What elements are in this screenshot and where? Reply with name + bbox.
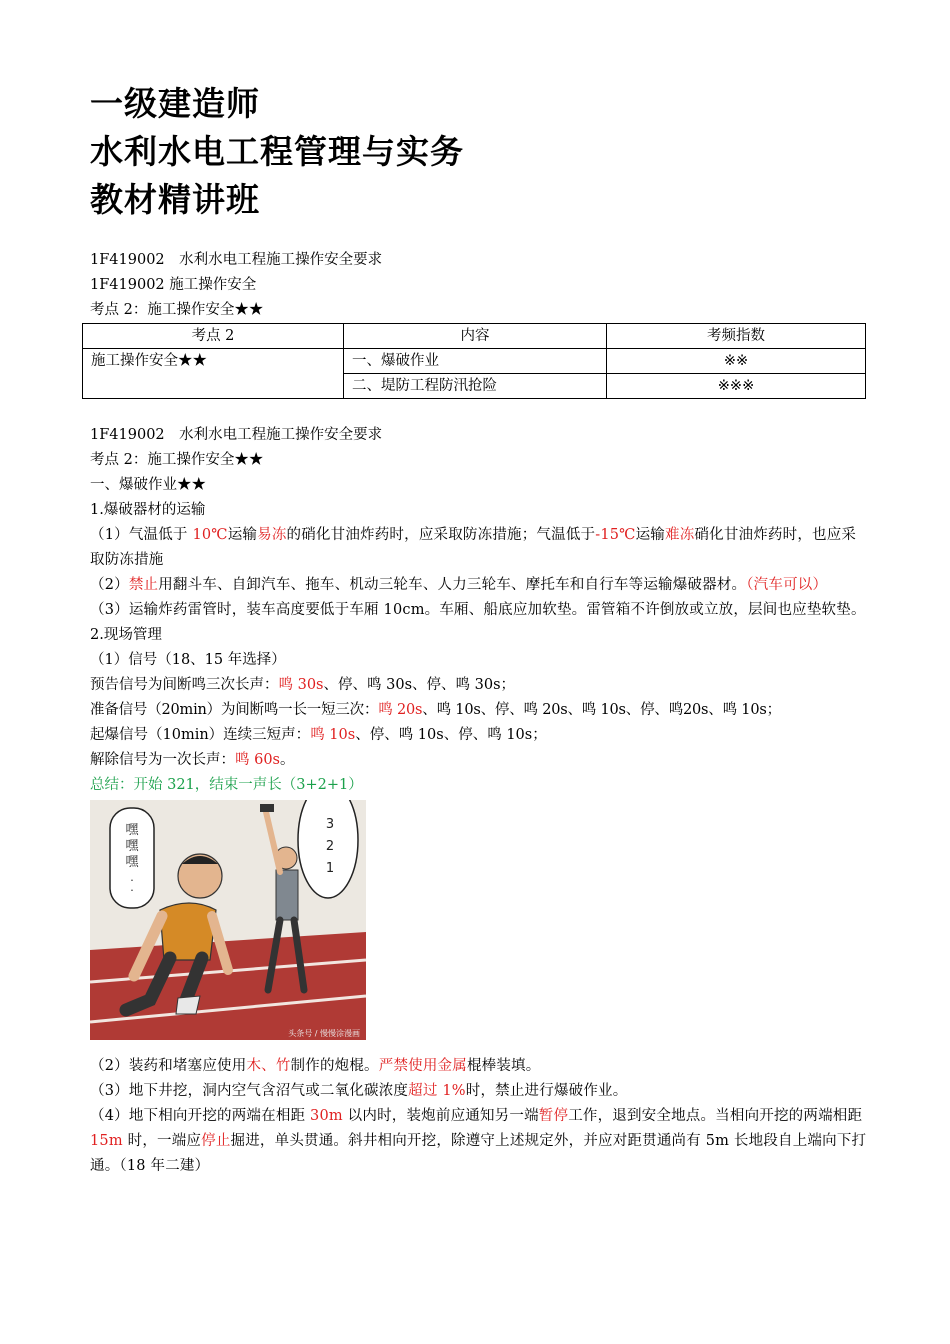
title-line-1: 一级建造师 (90, 84, 260, 123)
emphasis-text: 严禁使用金属 (378, 1058, 467, 1074)
text: 、鸣 10s、停、鸣 20s、鸣 10s、停、鸣20s、鸣 10s； (422, 702, 781, 718)
emphasis-text: 鸣 20s (378, 702, 423, 718)
title-line-3: 教材精讲班 (90, 180, 260, 219)
table-cell: ※※ (607, 349, 866, 374)
svg-text:嘿: 嘿 (125, 839, 139, 854)
text: 、停、鸣 10s、停、鸣 10s； (355, 727, 547, 743)
paragraph-transport-2 (90, 573, 870, 598)
emphasis-text: 木、竹 (246, 1058, 291, 1074)
emphasis-text: 难冻 (665, 527, 695, 543)
section-line-1: 1F419002 水利水电工程施工操作安全要求 (90, 427, 383, 443)
title-block (90, 80, 870, 224)
text: （4）地下相向开挖的两端在相距 (90, 1108, 311, 1124)
text: 。 (280, 752, 295, 768)
svg-text:·: · (130, 874, 134, 887)
svg-text:3: 3 (325, 817, 335, 832)
intro-line-3: 考点 2：施工操作安全★★ (90, 302, 264, 318)
emphasis-text: 鸣 30s (278, 677, 324, 693)
emphasis-text: 鸣 10s (310, 727, 356, 743)
table-row (83, 349, 866, 374)
paragraph-underground (90, 1079, 870, 1104)
text: （2）装药和堵塞应使用 (90, 1058, 247, 1074)
emphasis-text: 停止 (201, 1133, 231, 1149)
text: 预告信号为间断鸣三次长声： (90, 677, 279, 693)
text: 准备信号（20min）为间断鸣一长一短三次： (90, 702, 379, 718)
text: 、停、鸣 30s、停、鸣 30s； (323, 677, 516, 693)
section-heading: 一、爆破作业★★ (90, 477, 206, 493)
emphasis-text: （汽车可以） (746, 577, 828, 593)
text: 起爆信号（10min）连续三短声： (90, 727, 311, 743)
emphasis-text: 易冻 (257, 527, 287, 543)
subsection-heading: 2.现场管理 (90, 627, 162, 643)
emphasis-text: 超过 1% (408, 1083, 466, 1099)
signal-line (90, 673, 870, 698)
emphasis-text: 30m (310, 1108, 343, 1124)
emphasis-text: 暂停 (538, 1108, 569, 1124)
title-line-2: 水利水电工程管理与实务 (90, 132, 464, 171)
text: 工作，退到安全地点。当相向开挖的两端相距 (568, 1108, 863, 1124)
text: 的硝化甘油炸药时，应采取防冻措施；气温低于 (286, 527, 596, 543)
table-header: 内容 (344, 324, 607, 349)
paragraph-charging (90, 1054, 870, 1079)
signal-line (90, 748, 870, 773)
text: 硝化甘油炸药时，也应采取防冻措施 (90, 527, 857, 568)
emphasis-text: 15m (90, 1133, 123, 1149)
intro-line-1: 1F419002 水利水电工程施工操作安全要求 (90, 252, 383, 268)
text: 运输 (227, 527, 258, 543)
svg-text:·: · (130, 884, 134, 897)
table-topic-cell: 施工操作安全★★ (83, 349, 344, 399)
text: （1）气温低于 (90, 527, 193, 543)
subsection-heading: 1.爆破器材的运输 (90, 502, 206, 518)
svg-text:嘿: 嘿 (125, 855, 139, 870)
signal-line (90, 723, 870, 748)
text: 以内时，装炮前应通知另一端 (342, 1108, 539, 1124)
text: （2） (90, 577, 129, 593)
section-line-2: 考点 2：施工操作安全★★ (90, 452, 264, 468)
text: 时，禁止进行爆破作业。 (465, 1083, 628, 1099)
table-cell: ※※※ (607, 374, 866, 399)
text: 解除信号为一次长声： (90, 752, 235, 768)
summary-table (82, 323, 866, 399)
text: 用翻斗车、自卸汽车、拖车、机动三轮车、人力三轮车、摩托车和自行车等运输爆破器材。 (158, 577, 747, 593)
emphasis-text: 10℃ (192, 527, 228, 543)
paragraph-transport-1 (90, 523, 870, 573)
cartoon-illustration (90, 800, 366, 1040)
intro-line-2: 1F419002 施工操作安全 (90, 277, 257, 293)
summary-line: 总结：开始 321，结束一声长（3+2+1） (90, 777, 363, 793)
paragraph-transport-3: （3）运输炸药雷管时，装车高度要低于车厢 10cm。车厢、船底应加软垫。雷管箱不许倒放或立放，层间也应垫软垫。 (90, 602, 866, 618)
paragraph-tunneling (90, 1104, 870, 1179)
svg-text:头条号 / 慢慢涂漫画: 头条号 / 慢慢涂漫画 (288, 1029, 360, 1038)
text: （3）地下井挖，洞内空气含沼气或二氧化碳浓度 (90, 1083, 409, 1099)
text: 棍棒装填。 (466, 1058, 541, 1074)
emphasis-text: 鸣 60s (235, 752, 281, 768)
table-header: 考点 2 (83, 324, 344, 349)
table-header-row (83, 324, 866, 349)
emphasis-text: 禁止 (128, 577, 159, 593)
svg-text:嘿: 嘿 (125, 823, 139, 838)
text: 制作的炮棍。 (290, 1058, 379, 1074)
text: 掘进，单头贯通。斜井相向开挖，除遵守上述规定外，并应对距贯通尚有 5m 长地段自上端向下打通。（18 年二建） (90, 1133, 867, 1174)
table-header: 考频指数 (607, 324, 866, 349)
emphasis-text: -15℃ (595, 527, 636, 543)
table-cell: 二、堤防工程防汛抢险 (344, 374, 607, 399)
svg-text:1: 1 (325, 861, 335, 876)
text: 时，一端应 (122, 1133, 202, 1149)
document-page (90, 80, 870, 1179)
signal-line (90, 698, 870, 723)
svg-text:2: 2 (325, 839, 335, 854)
text: 运输 (635, 527, 666, 543)
signal-heading: （1）信号（18、15 年选择） (90, 652, 286, 668)
table-cell: 一、爆破作业 (344, 349, 607, 374)
